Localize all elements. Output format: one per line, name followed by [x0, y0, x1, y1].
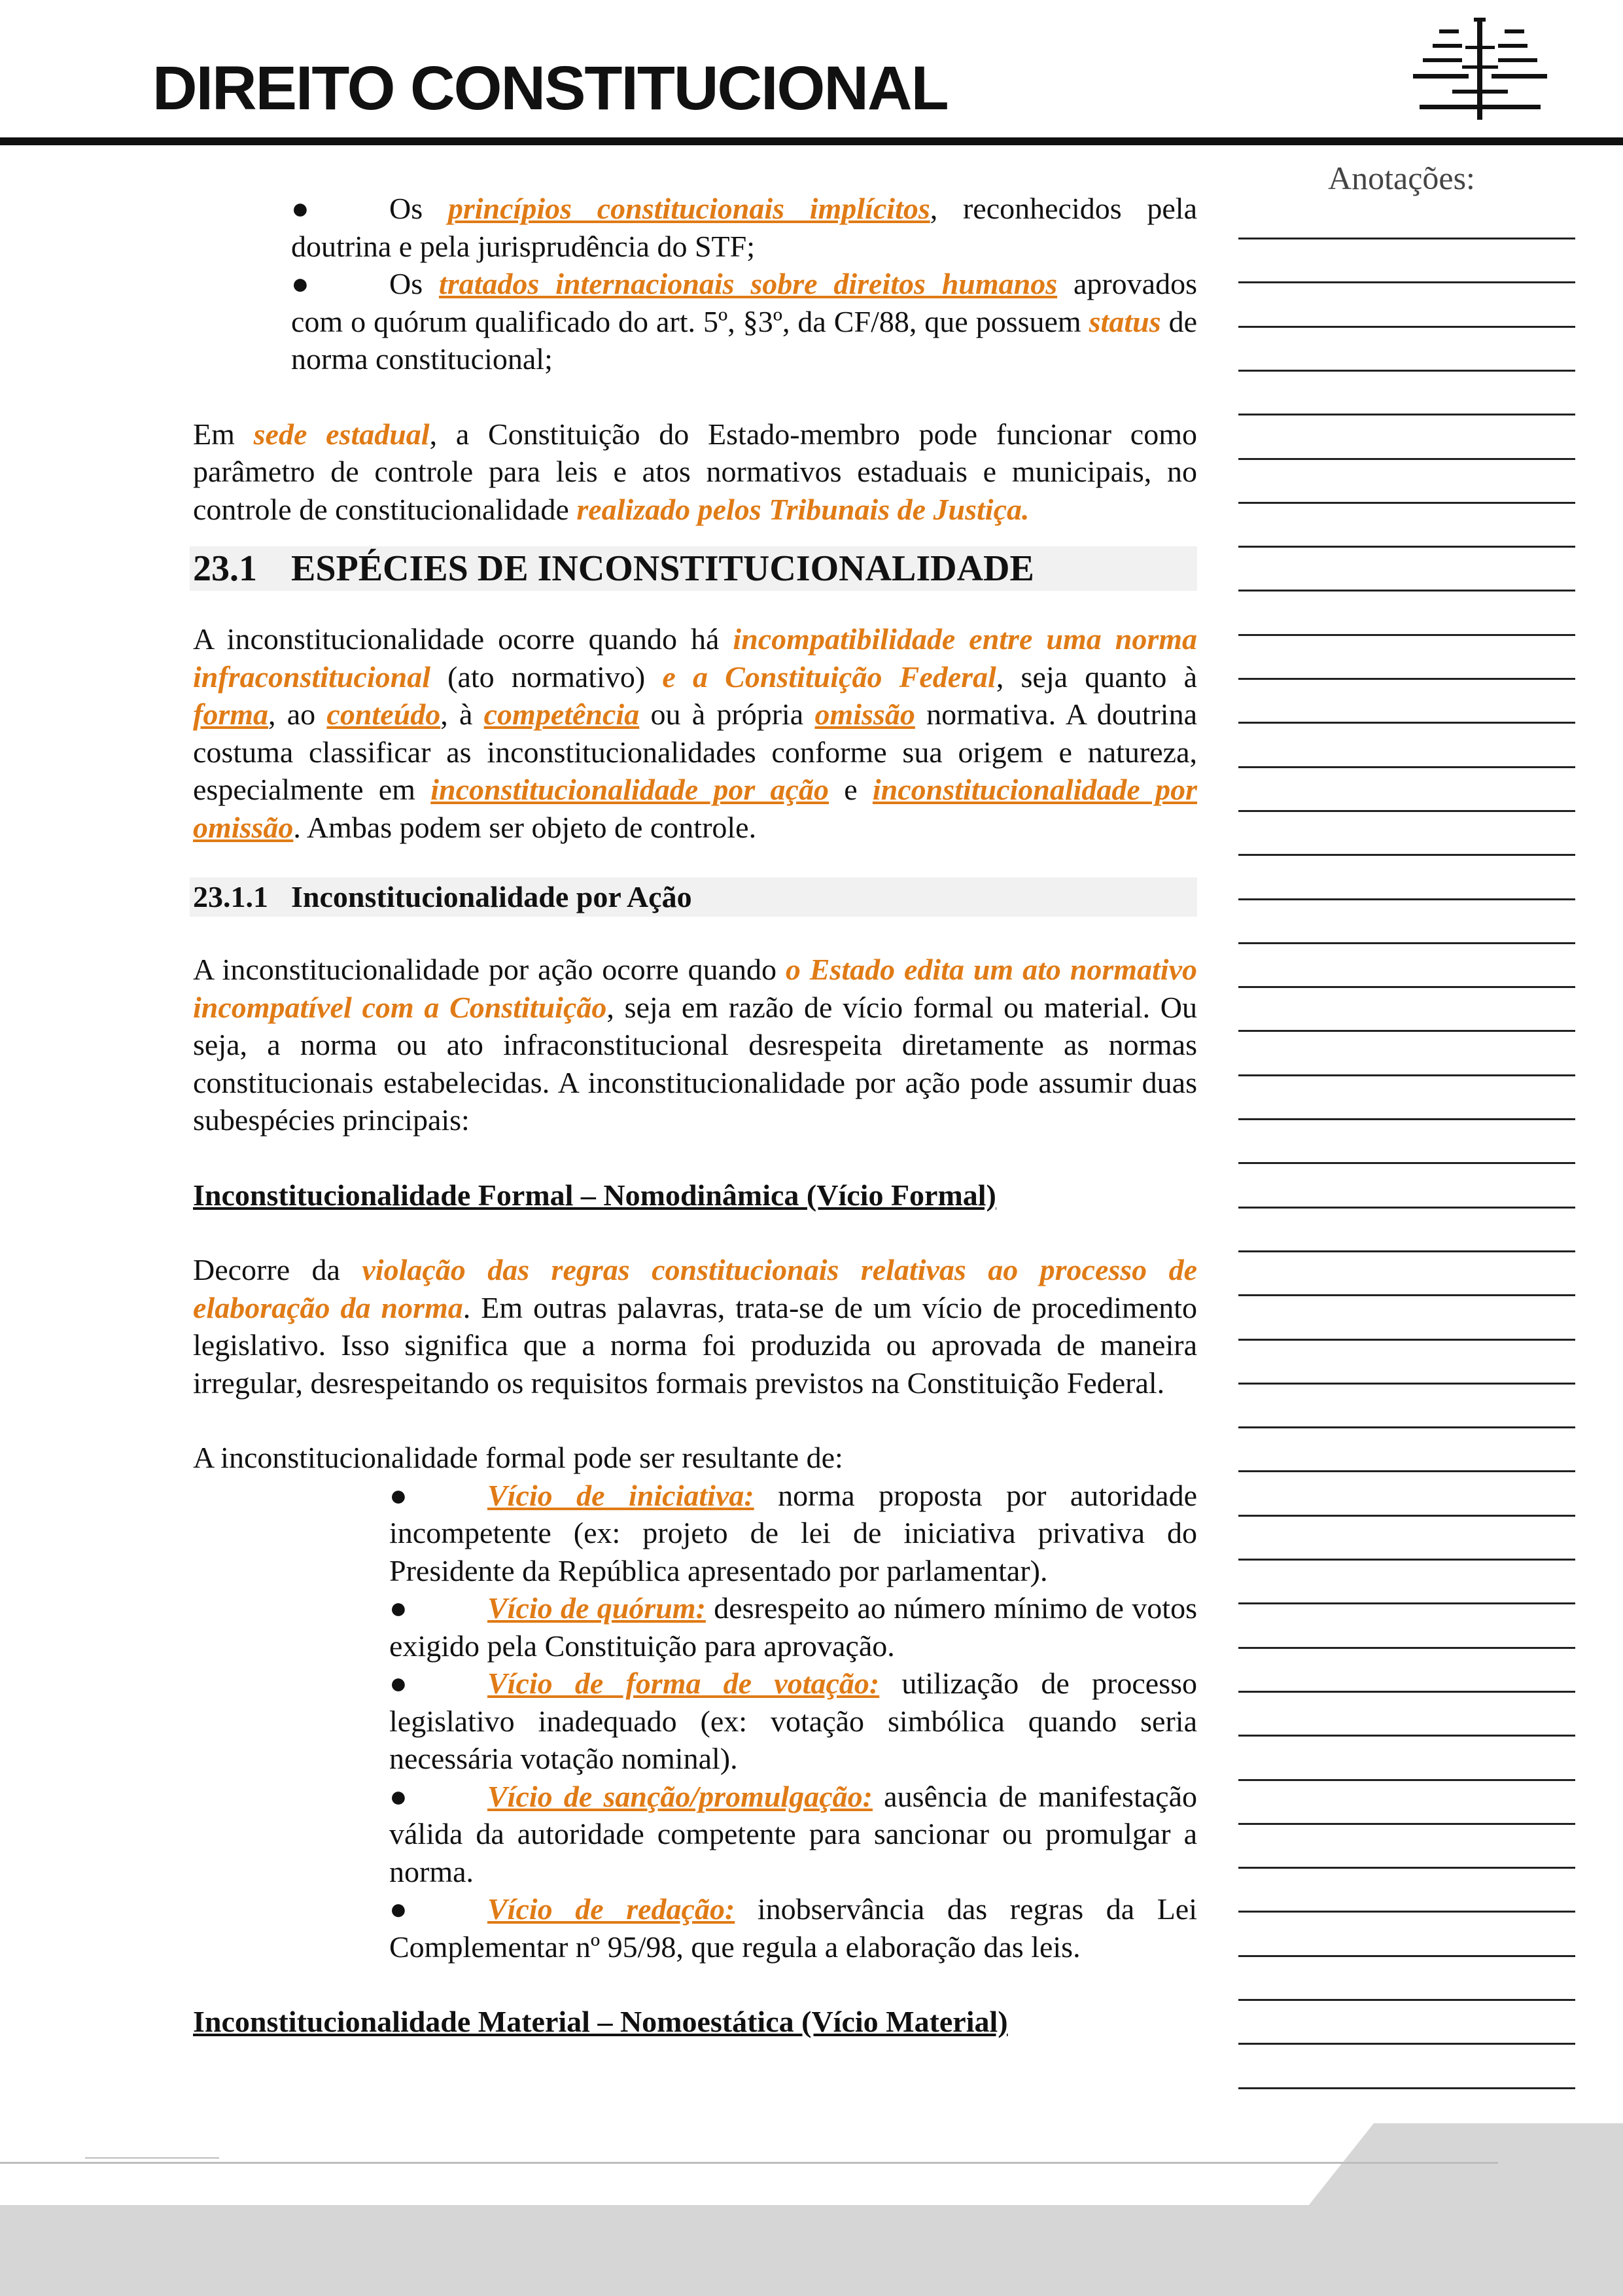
bullet-dot: ● — [389, 1892, 408, 1926]
annotation-line — [1238, 1470, 1575, 1472]
annotation-line — [1238, 678, 1575, 680]
annotation-line — [1238, 1779, 1575, 1781]
annotation-line — [1238, 1735, 1575, 1737]
annotation-line — [1238, 1074, 1575, 1076]
annotation-line — [1238, 1294, 1575, 1296]
annotation-line — [1238, 1559, 1575, 1561]
annotation-line — [1238, 1911, 1575, 1913]
annotation-line — [1238, 326, 1575, 328]
annotation-line — [1238, 502, 1575, 504]
annotation-line — [1238, 1207, 1575, 1209]
annotations-label: Anotações: — [1328, 160, 1475, 196]
annotation-line — [1238, 1647, 1575, 1649]
scales-logo-icon — [1406, 16, 1554, 121]
bullet-dot: ● — [389, 1478, 408, 1512]
bullet-item: ● Vício de forma de votação: utilização de processo legislativo inadequado (ex: votação simbólica quando seria necessária votação nominal). — [389, 1665, 1197, 1778]
bullet-item: ● Vício de quórum: desrespeito ao número mínimo de votos exigido pela Constituição para aprovação. — [389, 1589, 1197, 1665]
annotation-line — [1238, 2043, 1575, 2045]
annotation-line — [1238, 1867, 1575, 1869]
annotation-line — [1238, 942, 1575, 944]
bullet-item: ● Vício de redação: inobservância das regras da Lei Complementar nº 95/98, que regula a elaboração das leis. — [389, 1890, 1197, 1966]
header-rule — [0, 137, 1623, 145]
annotation-line — [1238, 722, 1575, 724]
paragraph: A inconstitucionalidade formal pode ser resultante de: — [193, 1441, 843, 1474]
annotation-line — [1238, 810, 1575, 812]
document-body — [193, 190, 1197, 2041]
footer-band — [0, 2205, 1623, 2296]
page-header-title: DIREITO CONSTITUCIONAL — [152, 54, 948, 123]
annotation-line — [1238, 1339, 1575, 1341]
annotation-line — [1238, 1426, 1575, 1428]
bullet-item: ● Os princípios constitucionais implícitos, reconhecidos pela doutrina e pela jurisprudência do STF; — [291, 190, 1197, 265]
annotation-line — [1238, 766, 1575, 768]
bullet-dot: ● — [389, 1779, 408, 1813]
sub-heading-formal: Inconstitucionalidade Formal – Nomodinâmica (Vício Formal) — [193, 1178, 996, 1212]
annotation-line — [1238, 546, 1575, 548]
paragraph: A inconstitucionalidade ocorre quando há incompatibilidade entre uma norma infraconstitucional (ato normativo) e a Constituição Federal, seja quanto à forma, ao conteúdo, à competência ou à própria omissão normativa. A doutrina costuma classificar as inconstitucionalidades conforme sua origem e natureza, especialmente em inconstitucionalidade por ação e inconstitucionalidade por omissão. Ambas podem ser objeto de controle. — [193, 622, 1197, 844]
annotation-line — [1238, 458, 1575, 460]
highlight: princípios constitucionais implícitos — [447, 192, 930, 225]
annotation-line — [1238, 414, 1575, 415]
footer-tab — [1308, 2123, 1623, 2206]
bullet-dot: ● — [389, 1591, 408, 1625]
bullet-item: ● Vício de iniciativa: norma proposta por autoridade incompetente (ex: projeto de lei de iniciativa privativa do Presidente da República apresentado por parlamentar). — [389, 1477, 1197, 1590]
highlight: tratados internacionais sobre direitos humanos — [438, 267, 1058, 300]
footer-rule-short — [85, 2157, 219, 2159]
annotation-line — [1238, 634, 1575, 636]
bullet-dot: ● — [291, 192, 309, 225]
annotation-line — [1238, 238, 1575, 239]
annotation-line — [1238, 1602, 1575, 1604]
annotation-line — [1238, 1250, 1575, 1252]
annotation-line — [1238, 986, 1575, 988]
annotation-line — [1238, 1162, 1575, 1164]
paragraph: A inconstitucionalidade por ação ocorre quando o Estado edita um ato normativo incompatível com a Constituição, seja em razão de vício formal ou material. Ou seja, a norma ou ato infraconstitucional desrespeita diretamente as normas constitucionais estabelecidas. A inconstitucionalidade por ação pode assumir duas subespécies principais: — [193, 953, 1197, 1137]
bullet-item: ● Vício de sanção/promulgação: ausência de manifestação válida da autoridade competente para sancionar ou promulgar a norma. — [389, 1778, 1197, 1891]
bullet-dot: ● — [291, 267, 309, 300]
annotation-line — [1238, 898, 1575, 900]
highlight: status — [1089, 304, 1161, 338]
annotation-line — [1238, 1955, 1575, 1957]
subsection-heading: 23.1.1 Inconstitucionalidade por Ação — [190, 877, 1197, 917]
annotation-line — [1238, 1823, 1575, 1825]
sub-heading-material: Inconstitucionalidade Material – Nomoestática (Vício Material) — [193, 2005, 1008, 2038]
bullet-item: ● Os tratados internacionais sobre direitos humanos aprovados com o quórum qualificado do art. 5º, §3º, da CF/88, que possuem status de norma constitucional; — [291, 265, 1197, 378]
annotation-line — [1238, 1030, 1575, 1032]
annotation-line — [1238, 1515, 1575, 1517]
bullet-dot: ● — [389, 1667, 408, 1700]
annotation-line — [1238, 370, 1575, 372]
paragraph: Decorre da violação das regras constitucionais relativas ao processo de elaboração da norma. Em outras palavras, trata-se de um vício de procedimento legislativo. Isso significa que a norma foi produzida ou aprovada de maneira irregular, desrespeitando os requisitos formais previstos na Constituição Federal. — [193, 1253, 1198, 1400]
annotation-line — [1238, 1691, 1575, 1693]
annotation-line — [1238, 1999, 1575, 2001]
annotation-line — [1238, 1383, 1575, 1385]
annotation-line — [1238, 281, 1575, 283]
paragraph: Em sede estadual, a Constituição do Estado-membro pode funcionar como parâmetro de controle para leis e atos normativos estaduais e municipais, no controle de constitucionalidade realizado pelos Tribunais de Justiça. — [193, 417, 1197, 526]
annotation-line — [1238, 1118, 1575, 1120]
annotation-line — [1238, 590, 1575, 592]
annotation-line — [1238, 2087, 1575, 2089]
footer-rule — [0, 2162, 1498, 2164]
section-heading: 23.1 ESPÉCIES DE INCONSTITUCIONALIDADE — [190, 546, 1197, 591]
annotation-line — [1238, 854, 1575, 856]
